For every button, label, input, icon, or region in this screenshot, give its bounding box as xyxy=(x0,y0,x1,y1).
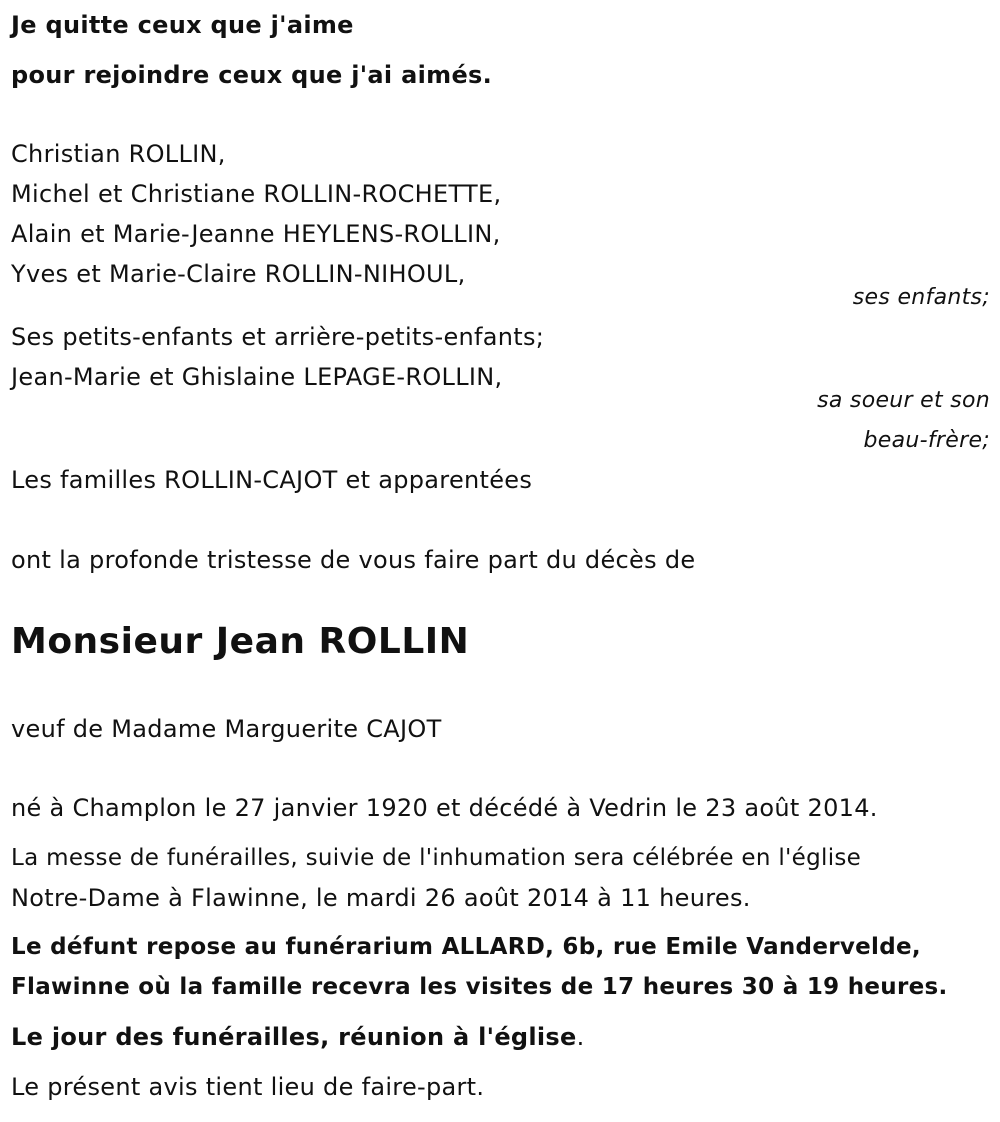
widower-line: veuf de Madame Marguerite CAJOT xyxy=(11,715,442,743)
epigraph-line-2: pour rejoindre ceux que j'ai aimés. xyxy=(11,61,493,89)
closing-line: Le présent avis tient lieu de faire-part. xyxy=(11,1073,485,1101)
visitation-line-1: Le défunt repose au funérarium ALLARD, 6b, rue Emile Vandervelde, xyxy=(11,934,921,960)
sibling-name: Jean-Marie et Ghislaine LEPAGE-ROLLIN, xyxy=(11,363,503,391)
visitation-line-2: Flawinne où la famille recevra les visites de 17 heures 30 à 19 heures. xyxy=(11,974,948,1000)
children-relation: ses enfants; xyxy=(852,285,990,310)
child-name-4: Yves et Marie-Claire ROLLIN-NIHOUL, xyxy=(11,260,466,288)
meeting-punct: . xyxy=(576,1023,585,1051)
meeting-line xyxy=(11,1022,585,1052)
child-name-2: Michel et Christiane ROLLIN-ROCHETTE, xyxy=(11,180,502,208)
deceased-name: Monsieur Jean ROLLIN xyxy=(11,621,470,662)
families-line: Les familles ROLLIN-CAJOT et apparentées xyxy=(11,466,533,494)
grandchildren-line: Ses petits-enfants et arrière-petits-enfants; xyxy=(11,323,545,351)
birth-death-line: né à Champlon le 27 janvier 1920 et décédé à Vedrin le 23 août 2014. xyxy=(11,794,878,822)
meeting-text: Le jour des funérailles, réunion à l'église xyxy=(11,1023,577,1051)
child-name-1: Christian ROLLIN, xyxy=(11,140,226,168)
sibling-relation-line-1: sa soeur et son xyxy=(817,388,990,413)
announcement-line: ont la profonde tristesse de vous faire part du décès de xyxy=(11,546,696,574)
funeral-line-2: Notre-Dame à Flawinne, le mardi 26 août 2014 à 11 heures. xyxy=(11,884,751,912)
sibling-relation-line-2: beau-frère; xyxy=(863,428,990,453)
funeral-line-1: La messe de funérailles, suivie de l'inhumation sera célébrée en l'église xyxy=(11,845,862,871)
child-name-3: Alain et Marie-Jeanne HEYLENS-ROLLIN, xyxy=(11,220,501,248)
epigraph-line-1: Je quitte ceux que j'aime xyxy=(11,11,354,39)
